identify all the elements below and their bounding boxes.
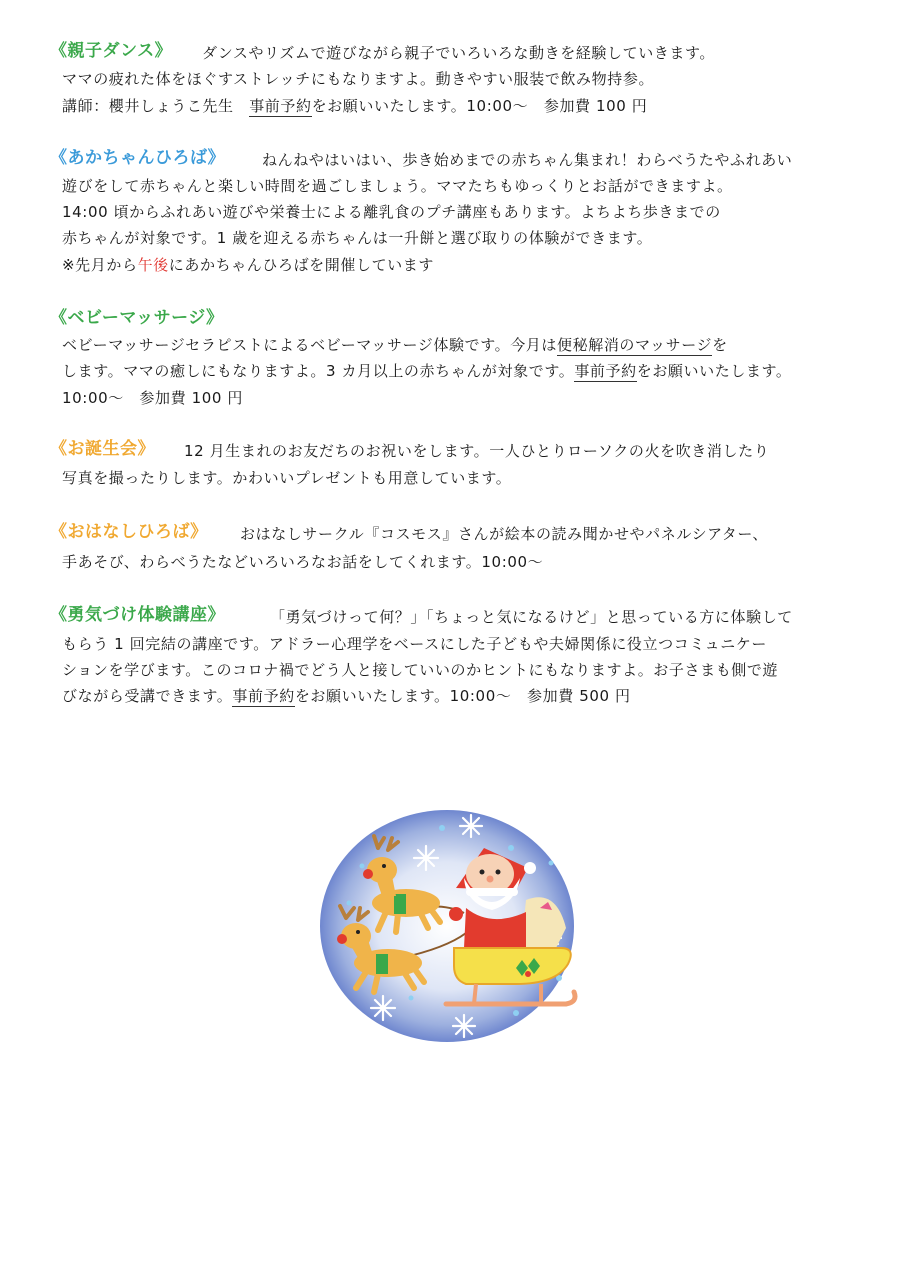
text-segment: をお願いいたします。 xyxy=(636,362,792,380)
text-segment: 写真を撮ったりします。かわいいプレゼントも用意しています。 xyxy=(62,469,512,487)
text-segment: 「勇気づけって何？」「ちょっと気になるけど」と思っている方に体験して xyxy=(270,608,793,626)
text-segment: もらう 1 回完結の講座です。アドラー心理学をベースにした子どもや夫婦関係に役立つコミュニケー xyxy=(62,635,768,653)
section-line xyxy=(62,201,721,223)
section-line xyxy=(202,42,715,64)
section-oyako-dance xyxy=(50,40,860,120)
text-segment: をお願いいたします。10:00～ 参加費 500 円 xyxy=(294,687,631,705)
highlight-text: 午後 xyxy=(137,256,169,274)
text-segment: 遊びをして赤ちゃんと楽しい時間を過ごしましょう。ママたちもゆっくりとお話ができますよ。 xyxy=(62,177,733,195)
section-line xyxy=(62,685,631,707)
text-segment: ベビーマッサージセラピストによるベビーマッサージ体験です。今月は xyxy=(62,336,558,354)
section-line xyxy=(62,334,728,356)
text-segment: します。ママの癒しにもなりますよ。3 カ月以上の赤ちゃんが対象です。 xyxy=(62,362,575,380)
section-line xyxy=(62,254,434,276)
section-line xyxy=(262,149,792,171)
underlined-text: 事前予約 xyxy=(574,362,637,380)
section-baby-massage xyxy=(50,307,860,407)
section-title: 《勇気づけ体験講座》 xyxy=(50,605,225,625)
section-title: 《ベビーマッサージ》 xyxy=(50,308,224,328)
section-line xyxy=(240,523,768,545)
section-line xyxy=(62,227,652,249)
text-segment: ションを学びます。このコロナ禍でどう人と接していいのかヒントにもなりますよ。お子さまも側で遊 xyxy=(62,661,779,679)
section-line xyxy=(184,440,769,462)
section-yuukizuke xyxy=(50,604,860,714)
underlined-text: 事前予約 xyxy=(249,97,312,115)
text-segment: ※先月から xyxy=(62,256,138,274)
section-line xyxy=(62,387,243,409)
section-title: 《親子ダンス》 xyxy=(50,41,173,61)
section-line xyxy=(62,551,543,573)
section-otanjoukai xyxy=(50,438,860,493)
section-title: 《おはなしひろば》 xyxy=(50,522,208,542)
underlined-text: 事前予約 xyxy=(232,687,295,705)
santa-sleigh-reindeer-icon xyxy=(316,808,578,1044)
text-segment: 10:00～ 参加費 100 円 xyxy=(62,389,243,407)
text-segment: 講師：櫻井しょうこ先生 xyxy=(62,97,250,115)
section-line xyxy=(270,606,793,628)
text-segment: 12 月生まれのお友だちのお祝いをします。一人ひとりローソクの火を吹き消したり xyxy=(184,442,770,460)
underlined-text: 便秘解消のマッサージ xyxy=(557,336,713,354)
text-segment: をお願いいたします。10:00～ 参加費 100 円 xyxy=(311,97,648,115)
text-segment: にあかちゃんひろばを開催しています xyxy=(168,256,434,274)
text-segment: ダンスやリズムで遊びながら親子でいろいろな動きを経験していきます。 xyxy=(202,44,716,62)
section-line xyxy=(62,360,792,382)
text-segment: 14:00 頃からふれあい遊びや栄養士による離乳食のプチ講座もあります。よちよち歩きまでの xyxy=(62,203,721,221)
text-segment: ママの疲れた体をほぐすストレッチにもなりますよ。動きやすい服装で飲み物持参。 xyxy=(62,70,655,88)
text-segment: おはなしサークル『コスモス』さんが絵本の読み聞かせやパネルシアター、 xyxy=(240,525,768,543)
section-akachan-hiroba xyxy=(50,147,860,282)
text-segment: を xyxy=(712,336,728,354)
section-line xyxy=(62,659,778,681)
section-line xyxy=(62,175,733,197)
section-line xyxy=(62,68,654,90)
section-line xyxy=(62,633,767,655)
text-segment: ねんねやはいはい、歩き始めまでの赤ちゃん集まれ！わらべうたやふれあい xyxy=(262,151,793,169)
text-segment: 赤ちゃんが対象です。1 歳を迎える赤ちゃんは一升餅と選び取りの体験ができます。 xyxy=(62,229,653,247)
text-segment: 手あそび、わらべうたなどいろいろなお話をしてくれます。10:00～ xyxy=(62,553,544,571)
section-line xyxy=(62,467,511,489)
section-line xyxy=(62,95,647,117)
section-ohanashi-hiroba xyxy=(50,521,860,576)
text-segment: びながら受講できます。 xyxy=(62,687,233,705)
section-title: 《あかちゃんひろば》 xyxy=(50,148,226,168)
section-title: 《お誕生会》 xyxy=(50,439,155,459)
